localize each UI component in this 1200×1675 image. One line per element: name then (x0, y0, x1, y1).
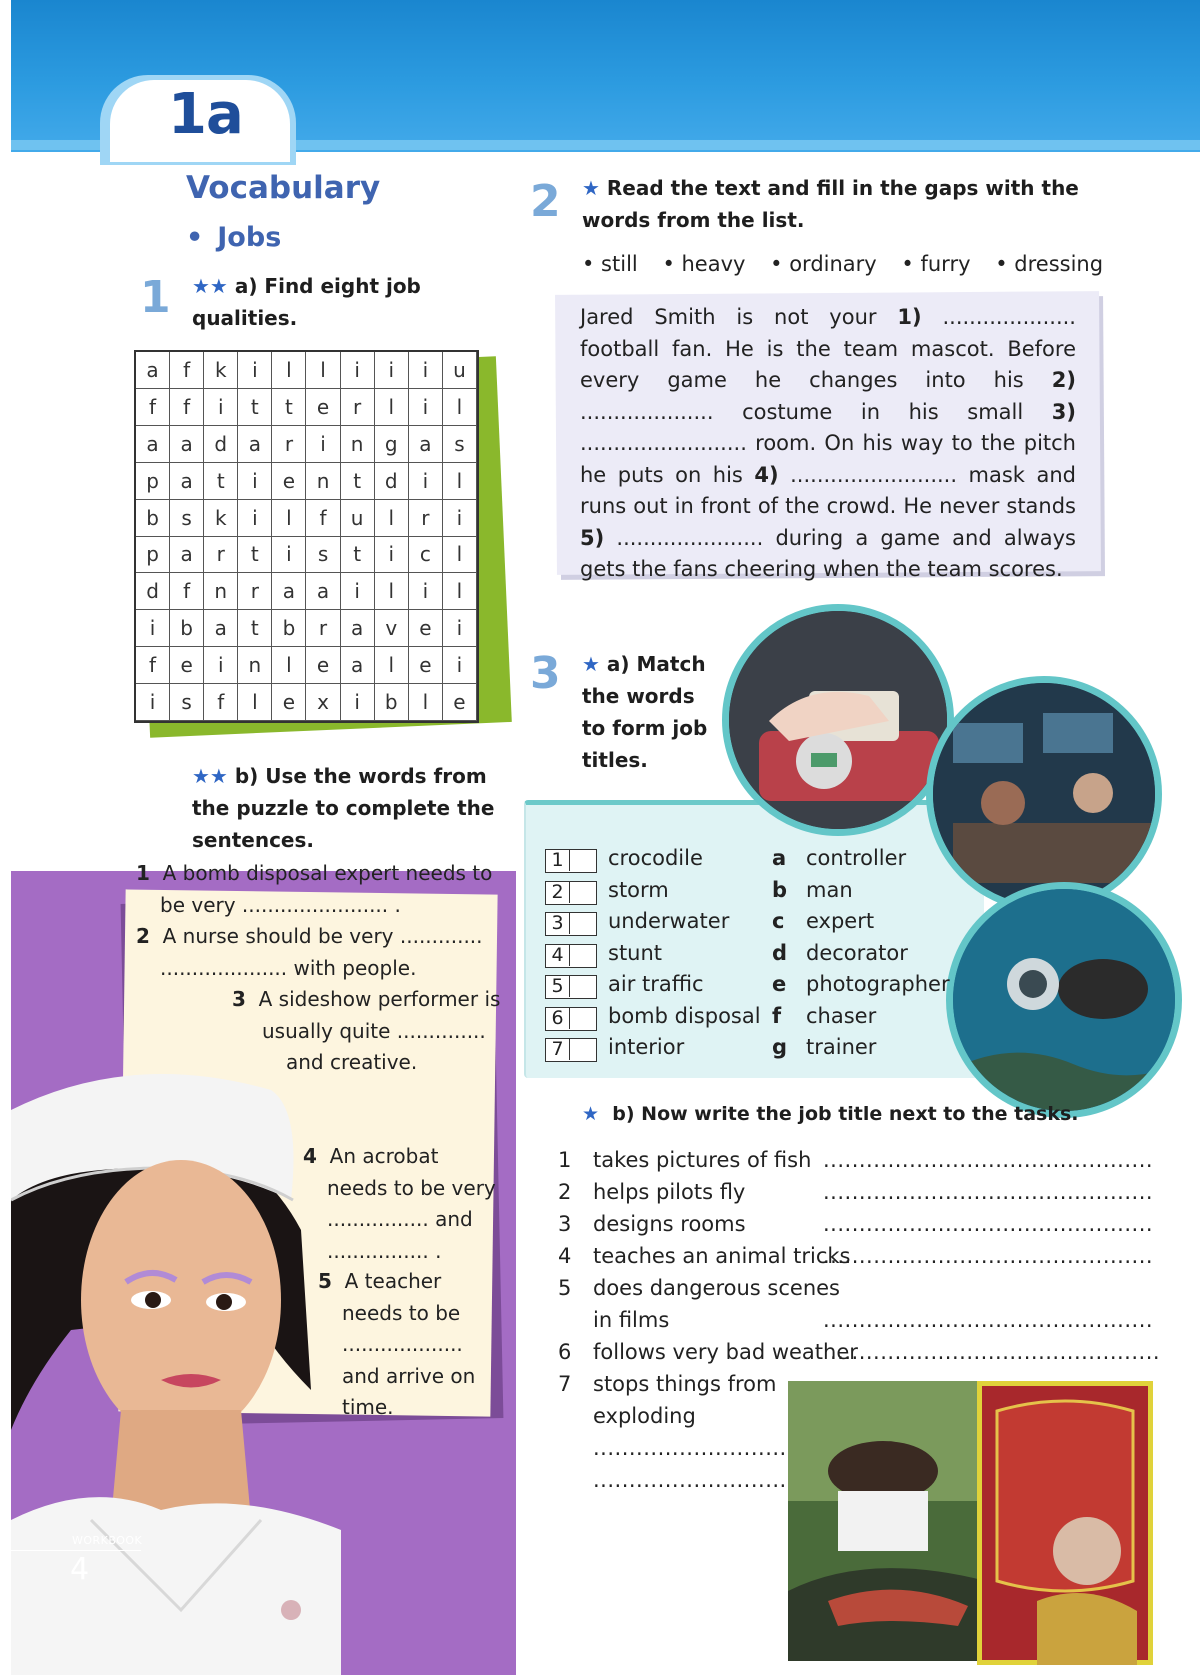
instruction-line: b) Now write the job title next to the tasks. (612, 1103, 1079, 1125)
grid-cell[interactable]: l (375, 389, 409, 426)
task-number: 6 (558, 1340, 572, 1364)
star-icon: ★★ (192, 274, 228, 298)
match-left-word: crocodile (608, 846, 703, 870)
grid-cell[interactable]: a (341, 647, 375, 684)
grid-cell[interactable]: k (204, 500, 238, 537)
grid-cell[interactable]: t (272, 389, 306, 426)
sentence-number: 4 (303, 1144, 317, 1168)
exercise-1b-instruction (192, 760, 494, 856)
nurse-photo (11, 1050, 341, 1675)
instruction-line: Read the text and fill in the gaps with the (606, 176, 1079, 200)
sentence-text: ................ and (327, 1207, 473, 1231)
sentence-text: A nurse should be very ............. (162, 924, 483, 948)
task-6 (558, 1340, 858, 1364)
task-number: 1 (558, 1148, 572, 1172)
answer-line-1[interactable]: .............................................. (823, 1148, 1154, 1172)
grid-cell[interactable]: t (341, 463, 375, 500)
grid-cell[interactable]: r (341, 389, 375, 426)
task-text: teaches an animal tricks (593, 1244, 851, 1268)
answer-line-7a[interactable]: ........................... (593, 1436, 787, 1460)
task-number: 3 (558, 1212, 572, 1236)
grid-cell[interactable]: d (204, 426, 238, 463)
match-number: 4 (546, 945, 570, 966)
sentence-number: 1 (136, 861, 150, 885)
sentence-text: ................... (342, 1332, 463, 1356)
grid-cell[interactable]: l (306, 352, 340, 389)
text-part: Jared Smith is not your (580, 305, 898, 329)
air-traffic-photo (926, 676, 1162, 912)
sentence-text: A bomb disposal expert needs to (162, 861, 493, 885)
match-number: 5 (546, 976, 570, 997)
task-number: 4 (558, 1244, 572, 1268)
word-item: • dressing (995, 252, 1104, 276)
star-icon: ★ (582, 176, 600, 200)
task-1 (558, 1148, 812, 1172)
grid-cell[interactable]: i (409, 463, 443, 500)
grid-cell[interactable]: a (136, 426, 170, 463)
sentence-text: and arrive on (342, 1363, 476, 1388)
grid-cell[interactable]: l (375, 573, 409, 610)
match-letter: b (772, 878, 788, 902)
grid-cell[interactable]: g (375, 426, 409, 463)
grid-cell[interactable]: a (272, 573, 306, 610)
grid-cell[interactable]: t (238, 610, 272, 647)
match-left-word: storm (608, 878, 669, 902)
grid-cell[interactable]: f (204, 684, 238, 721)
sentence-text: usually quite .............. (262, 1018, 486, 1043)
answer-line-2[interactable]: .............................................. (823, 1180, 1154, 1204)
match-answer-box[interactable] (545, 975, 597, 999)
instruction-line: a) Find eight job (234, 274, 421, 298)
task-2 (558, 1180, 746, 1204)
sentence-text: ................ . (327, 1238, 442, 1263)
grid-cell[interactable]: t (204, 463, 238, 500)
exercise-3-number: 3 (530, 648, 561, 699)
grid-cell[interactable]: p (136, 537, 170, 574)
sentence-text: needs to be (342, 1300, 461, 1325)
word-item: • heavy (662, 252, 746, 276)
match-letter: a (772, 846, 787, 870)
sentence-number: 2 (136, 924, 150, 948)
grid-cell[interactable]: b (375, 684, 409, 721)
instruction-line: b) Use the words from (234, 764, 487, 788)
match-number: 6 (546, 1008, 570, 1029)
grid-cell[interactable]: l (375, 500, 409, 537)
task-3 (558, 1212, 746, 1236)
grid-cell[interactable]: p (136, 463, 170, 500)
match-answer-box[interactable] (545, 944, 597, 968)
match-answer-box[interactable] (545, 1007, 597, 1031)
grid-cell[interactable]: i (238, 463, 272, 500)
grid-cell[interactable]: i (204, 647, 238, 684)
grid-cell[interactable]: s (443, 426, 477, 463)
exercise-1-number: 1 (140, 272, 171, 323)
grid-cell[interactable]: v (375, 610, 409, 647)
task-7-line2: exploding (593, 1404, 696, 1428)
match-right-word: expert (806, 909, 875, 933)
grid-cell[interactable]: i (375, 537, 409, 574)
sentence-text: time. (342, 1395, 394, 1419)
sentence-text: be very ....................... . (160, 892, 401, 917)
word-list (582, 252, 1121, 276)
match-right-word: decorator (806, 941, 908, 965)
word-item: • ordinary (770, 252, 877, 276)
grid-cell[interactable]: i (341, 352, 375, 389)
grid-cell[interactable]: a (170, 463, 204, 500)
grid-cell[interactable]: i (341, 684, 375, 721)
star-icon: ★★ (192, 764, 228, 788)
answer-line-4[interactable]: .............................................. (823, 1244, 1154, 1268)
match-left-word: stunt (608, 941, 663, 965)
text-part: .................... costume in his small (580, 399, 1052, 424)
exercise-1a-instruction (192, 270, 421, 334)
match-left-word: interior (608, 1035, 685, 1059)
grid-cell[interactable]: f (306, 500, 340, 537)
unit-label: 1a (168, 82, 243, 147)
text-part: ......................... mask and runs out in front of the crowd. He never stands (580, 462, 1076, 518)
grid-cell[interactable]: c (409, 537, 443, 574)
match-panel (524, 800, 984, 1078)
grid-cell[interactable]: a (204, 610, 238, 647)
grid-cell[interactable]: u (443, 352, 477, 389)
task-text: does dangerous scenes (593, 1276, 840, 1300)
grid-cell[interactable]: f (136, 389, 170, 426)
grid-cell[interactable]: l (443, 573, 477, 610)
grid-cell[interactable]: e (409, 647, 443, 684)
grid-cell[interactable]: a (170, 537, 204, 574)
grid-cell[interactable]: t (238, 537, 272, 574)
task-number: 5 (558, 1276, 572, 1300)
match-right-word: controller (806, 846, 907, 870)
gap-number: 1) (897, 305, 922, 329)
grid-cell[interactable]: e (170, 647, 204, 684)
instruction-line: qualities. (192, 306, 298, 330)
grid-cell[interactable]: i (204, 389, 238, 426)
grid-cell[interactable]: a (136, 352, 170, 389)
grid-cell[interactable]: i (443, 647, 477, 684)
answer-line-3[interactable]: .............................................. (823, 1212, 1154, 1236)
sentence-text: needs to be very (327, 1175, 496, 1200)
section-title: Vocabulary (186, 170, 381, 206)
sentence-text: An acrobat (329, 1144, 439, 1168)
grid-cell[interactable]: r (409, 500, 443, 537)
match-right-word: man (806, 878, 853, 902)
grid-cell[interactable]: t (341, 537, 375, 574)
grid-cell[interactable]: l (238, 684, 272, 721)
grid-cell[interactable]: f (136, 647, 170, 684)
grid-cell[interactable]: l (443, 389, 477, 426)
sentence-text: .................... with people. (160, 955, 417, 980)
grid-cell[interactable]: a (238, 426, 272, 463)
grid-cell[interactable]: s (306, 537, 340, 574)
instruction-line: the puzzle to complete the (192, 796, 495, 820)
sentence-5 (318, 1266, 475, 1424)
match-letter: g (772, 1035, 788, 1059)
grid-cell[interactable]: e (272, 684, 306, 721)
grid-cell[interactable]: n (238, 647, 272, 684)
exercise-3b-instruction (582, 1098, 1079, 1130)
gap-number: 5) (580, 525, 605, 550)
task-text: takes pictures of fish (593, 1148, 812, 1172)
match-left-word: underwater (608, 909, 730, 933)
grid-cell[interactable]: l (272, 352, 306, 389)
sentence-3 (232, 984, 500, 1079)
grid-cell[interactable]: i (272, 537, 306, 574)
task-text: helps pilots fly (593, 1180, 746, 1204)
match-letter: f (772, 1004, 782, 1028)
match-answer-box[interactable] (545, 849, 597, 873)
task-text: stops things from (593, 1372, 777, 1396)
grid-cell[interactable]: b (272, 610, 306, 647)
sentence-4 (303, 1141, 496, 1267)
grid-cell[interactable]: i (136, 684, 170, 721)
grid-cell[interactable]: f (170, 573, 204, 610)
text-part: ...................... during a game and always gets the fans cheering when the team scores. (580, 525, 1076, 581)
grid-cell[interactable]: a (306, 573, 340, 610)
grid-cell[interactable]: l (375, 647, 409, 684)
instruction-line: words from the list. (582, 208, 805, 232)
grid-cell[interactable]: l (443, 537, 477, 574)
sentence-2 (136, 921, 483, 984)
grid-cell[interactable]: n (204, 573, 238, 610)
text-part: ......................... room. On his way to the pitch he puts on his (580, 431, 1076, 487)
instruction-line: the words (582, 684, 695, 708)
grid-cell[interactable]: s (170, 684, 204, 721)
grid-cell[interactable]: i (443, 500, 477, 537)
word-search-grid (134, 350, 479, 723)
match-number: 7 (546, 1039, 570, 1060)
grid-cell[interactable]: l (443, 463, 477, 500)
gap-number: 3) (1051, 399, 1076, 424)
grid-cell[interactable]: f (170, 352, 204, 389)
star-icon: ★ (582, 652, 600, 676)
grid-cell[interactable]: d (136, 573, 170, 610)
grid-cell[interactable]: i (136, 610, 170, 647)
exercise-2-number: 2 (530, 176, 561, 227)
grid-cell[interactable]: e (272, 463, 306, 500)
grid-cell[interactable]: n (306, 463, 340, 500)
grid-cell[interactable]: l (272, 647, 306, 684)
task-5-line2: in films (593, 1308, 670, 1332)
match-right-word: chaser (806, 1004, 877, 1028)
grid-cell[interactable]: i (238, 352, 272, 389)
gap-number: 2) (1051, 368, 1076, 392)
grid-cell[interactable]: r (272, 426, 306, 463)
exercise-3a-instruction (582, 648, 707, 776)
answer-line-6[interactable]: .............................................. (830, 1340, 1161, 1364)
match-letter: e (772, 972, 787, 996)
sentence-number: 5 (318, 1269, 332, 1293)
bomb-photo (722, 604, 954, 836)
task-5 (558, 1276, 840, 1300)
match-left-word: air traffic (608, 972, 704, 996)
instruction-line: a) Match (606, 652, 706, 676)
task-number: 2 (558, 1180, 572, 1204)
grid-cell[interactable]: i (409, 352, 443, 389)
match-number: 3 (546, 913, 570, 934)
grid-cell[interactable]: s (170, 500, 204, 537)
match-left-word: bomb disposal (608, 1004, 761, 1028)
grid-cell[interactable]: i (443, 610, 477, 647)
match-right-word: trainer (806, 1035, 877, 1059)
answer-line-5[interactable]: .............................................. (823, 1308, 1154, 1332)
grid-cell[interactable]: f (170, 389, 204, 426)
grid-cell[interactable]: l (272, 500, 306, 537)
instruction-line: titles. (582, 748, 648, 772)
match-letter: c (772, 909, 785, 933)
grid-cell[interactable]: i (409, 389, 443, 426)
sentence-text: A sideshow performer is (258, 987, 501, 1011)
interior-decorator-photo (977, 1381, 1153, 1665)
grid-cell[interactable]: i (238, 500, 272, 537)
task-4 (558, 1244, 851, 1268)
instruction-line: sentences. (192, 828, 314, 852)
sentence-text: A teacher (344, 1269, 442, 1293)
grid-cell[interactable]: e (306, 647, 340, 684)
match-number: 1 (546, 850, 570, 871)
grid-cell[interactable]: i (341, 573, 375, 610)
match-answer-box[interactable] (545, 1038, 597, 1062)
grid-cell[interactable]: n (341, 426, 375, 463)
grid-cell[interactable]: d (375, 463, 409, 500)
task-text: follows very bad weather (593, 1340, 858, 1364)
grid-cell[interactable]: e (443, 684, 477, 721)
grid-cell[interactable]: r (306, 610, 340, 647)
match-right-word: photographer (806, 972, 950, 996)
grid-cell[interactable]: a (341, 610, 375, 647)
answer-line-7b[interactable]: ........................... (593, 1468, 787, 1492)
match-number: 2 (546, 882, 570, 903)
gap-number: 4) (754, 462, 779, 487)
grid-cell[interactable]: e (306, 389, 340, 426)
grid-cell[interactable]: u (341, 500, 375, 537)
match-answer-box[interactable] (545, 912, 597, 936)
sentence-1 (136, 858, 492, 921)
match-answer-box[interactable] (545, 881, 597, 905)
word-item: • still (582, 252, 638, 276)
task-text: designs rooms (593, 1212, 746, 1236)
grid-cell[interactable]: b (136, 500, 170, 537)
grid-cell[interactable]: r (238, 573, 272, 610)
word-item: • furry (901, 252, 971, 276)
grid-cell[interactable]: k (204, 352, 238, 389)
grid-cell[interactable]: r (204, 537, 238, 574)
footer-divider (11, 1550, 141, 1551)
gap-fill-text (580, 302, 1076, 586)
grid-cell[interactable]: i (306, 426, 340, 463)
sentence-text: and creative. (286, 1050, 418, 1074)
grid-cell[interactable]: b (170, 610, 204, 647)
grid-cell[interactable]: a (170, 426, 204, 463)
grid-cell[interactable]: i (409, 573, 443, 610)
match-letter: d (772, 941, 788, 965)
workbook-label: WORKBOOK (72, 1534, 143, 1547)
section-subtitle: Jobs (217, 222, 282, 253)
grid-cell[interactable]: a (409, 426, 443, 463)
page-number: 4 (70, 1552, 90, 1587)
sentence-number: 3 (232, 987, 246, 1011)
task-7 (558, 1372, 777, 1396)
grid-cell[interactable]: i (375, 352, 409, 389)
exercise-2-instruction (582, 172, 1079, 236)
crocodile-trainer-photo (788, 1381, 986, 1661)
grid-cell[interactable]: x (306, 684, 340, 721)
task-number: 7 (558, 1372, 572, 1396)
text-part: .................... football fan. He is the team mascot. Before every game he changes into his (580, 305, 1076, 392)
grid-cell[interactable]: t (238, 389, 272, 426)
underwater-photo (946, 882, 1182, 1118)
star-icon: ★ (582, 1103, 600, 1125)
grid-cell[interactable]: e (409, 610, 443, 647)
grid-cell[interactable]: l (409, 684, 443, 721)
section-subtitle-row: • Jobs (186, 222, 282, 253)
instruction-line: to form job (582, 716, 708, 740)
